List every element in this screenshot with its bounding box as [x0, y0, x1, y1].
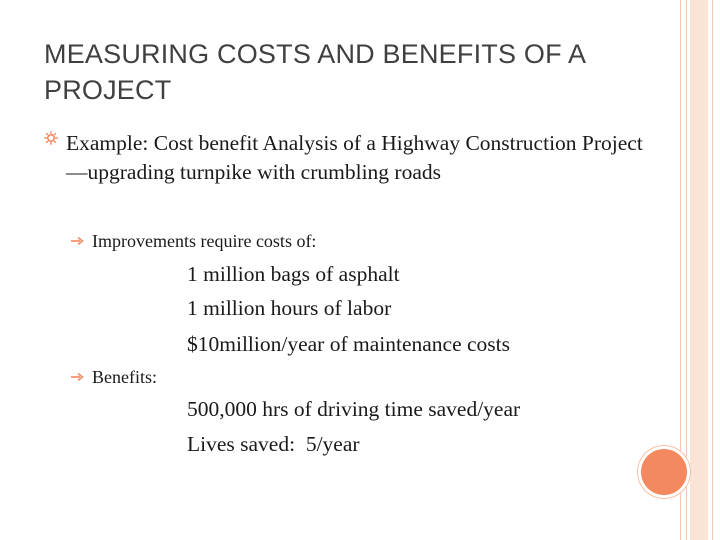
border-band: [690, 0, 708, 540]
accent-circle: [641, 449, 687, 495]
main-bullet-text: Example: Cost benefit Analysis of a Highway Construction Project—upgrading turnpike with crumbling roads: [66, 131, 643, 184]
arrow-bullet-icon: [70, 372, 84, 382]
border-line: [686, 0, 687, 540]
benefit-item: Lives saved: 5/year: [187, 432, 360, 456]
sun-bullet-icon: [44, 131, 58, 145]
benefit-item: 500,000 hrs of driving time saved/year: [187, 397, 521, 421]
benefits-label: Benefits:: [92, 367, 157, 387]
arrow-bullet-icon: [70, 236, 84, 246]
border-line: [712, 0, 713, 540]
improvements-label: Improvements require costs of:: [92, 231, 317, 251]
cost-item: 1 million bags of asphalt: [187, 262, 400, 286]
slide-title: MEASURING COSTS AND BENEFITS OF A PROJECT: [44, 39, 585, 105]
cost-item: 1 million hours of labor: [187, 296, 392, 320]
cost-item: $10million/year of maintenance costs: [187, 332, 511, 356]
